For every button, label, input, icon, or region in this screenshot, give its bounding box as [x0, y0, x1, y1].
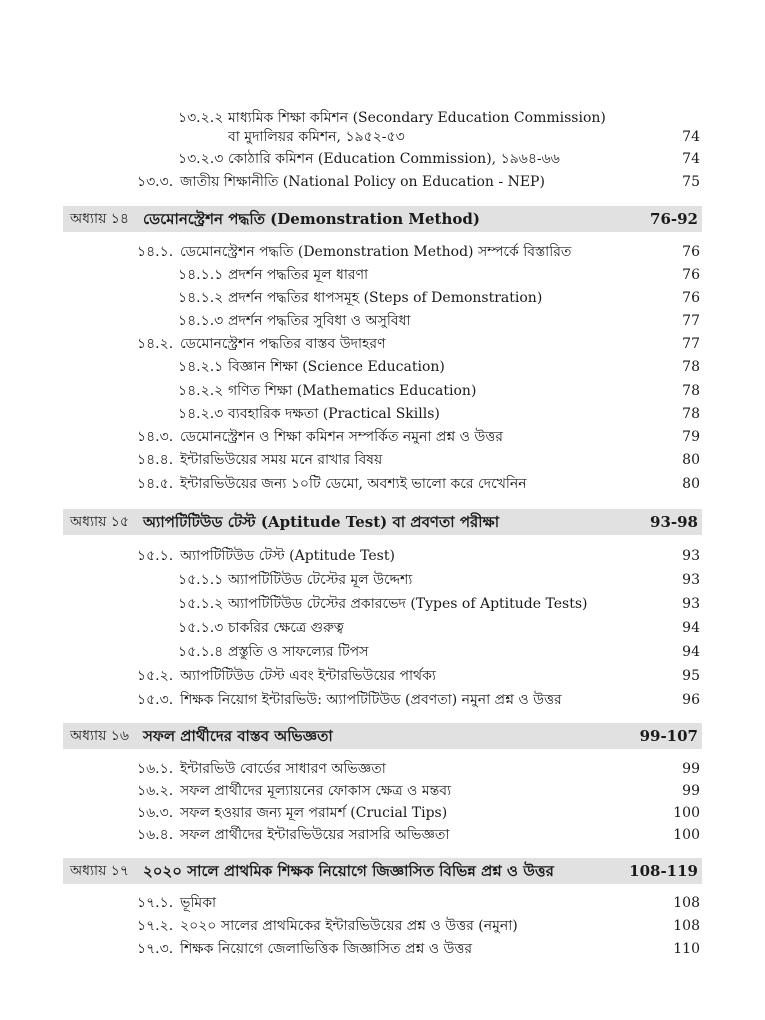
chapter-title: অ্যাপটিটিউড টেস্ট (Aptitude Test) বা প্রবণতা পরীক্ষা — [143, 513, 500, 531]
entry-title: গণিত শিক্ষা (Mathematics Education) — [228, 383, 477, 399]
entry-page: 94 — [682, 644, 700, 660]
toc-entry — [0, 545, 765, 567]
entry-page: 93 — [682, 596, 700, 612]
toc-entry — [0, 915, 765, 937]
entry-page: 99 — [682, 783, 700, 799]
toc-entry — [0, 824, 765, 846]
entry-title: ২০২০ সালের প্রাথমিকের ইন্টারভিউয়ের প্রশ্ন ও উত্তর (নমুনা) — [180, 918, 518, 934]
entry-title: ডেমোনস্ট্রেশন পদ্ধতির বাস্তব উদাহরণ — [180, 336, 386, 352]
entry-title: বা মুদালিয়র কমিশন, ১৯৫২-৫৩ — [228, 129, 405, 145]
entry-number: ১৪.১.২ — [178, 290, 224, 306]
toc-entry — [0, 241, 765, 263]
toc-entry — [0, 665, 765, 687]
entry-number: ১৪.১.৩ — [178, 313, 224, 329]
entry-page: 96 — [682, 692, 700, 708]
entry-number: ১৫.১.৩ — [178, 620, 224, 636]
entry-page: 108 — [673, 918, 700, 934]
chapter-label: অধ্যায় ১৫ — [70, 514, 129, 530]
entry-title: ভূমিকা — [180, 895, 217, 911]
entry-title: বিজ্ঞান শিক্ষা (Science Education) — [228, 359, 445, 375]
toc-entry — [0, 938, 765, 960]
entry-page: 77 — [682, 336, 700, 352]
entry-page: 80 — [682, 476, 700, 492]
toc-entry — [0, 333, 765, 355]
entry-title: কোঠারি কমিশন (Education Commission), ১৯৬৪-৬৬ — [228, 151, 560, 167]
entry-page: 100 — [673, 805, 700, 821]
entry-number: ১৫.১.২ — [178, 596, 224, 612]
entry-page: 78 — [682, 383, 700, 399]
entry-number: ১৩.২.২ — [178, 110, 224, 126]
chapter-header — [63, 206, 702, 232]
entry-number: ১৫.১.১ — [178, 572, 224, 588]
entry-title: ডেমোনস্ট্রেশন ও শিক্ষা কমিশন সম্পর্কিত নমুনা প্রশ্ন ও উত্তর — [180, 429, 503, 445]
entry-title: প্রস্তুতি ও সাফল্যের টিপস — [228, 644, 369, 660]
entry-page: 108 — [673, 895, 700, 911]
entry-title: ব্যবহারিক দক্ষতা (Practical Skills) — [228, 406, 440, 422]
entry-title: ইন্টারভিউ বোর্ডের সাধারণ অভিজ্ঞতা — [180, 761, 386, 777]
entry-title: সফল প্রার্থীদের মূল্যায়নের ফোকাস ক্ষেত্র ও মন্তব্য — [180, 783, 452, 799]
entry-title: প্রদর্শন পদ্ধতির মূল ধারণা — [228, 267, 369, 283]
chapter-header — [63, 723, 702, 749]
entry-page: 76 — [682, 244, 700, 260]
entry-title: মাধ্যমিক শিক্ষা কমিশন (Secondary Education Commission) — [228, 110, 606, 126]
entry-number: ১৬.৪. — [137, 827, 174, 843]
toc-entry — [0, 689, 765, 711]
chapter-header — [63, 858, 702, 884]
entry-page: 77 — [682, 313, 700, 329]
toc-entry — [0, 802, 765, 824]
entry-page: 93 — [682, 548, 700, 564]
entry-page: 79 — [682, 429, 700, 445]
entry-number: ১৪.১. — [137, 244, 174, 260]
entry-title: জাতীয় শিক্ষানীতি (National Policy on Education - NEP) — [180, 174, 545, 190]
entry-number: ১৫.২. — [137, 668, 174, 684]
entry-title: চাকরির ক্ষেত্রে গুরুত্ব — [228, 620, 344, 636]
chapter-page-range: 93-98 — [650, 513, 698, 531]
toc-entry — [0, 380, 765, 402]
entry-number: ১৫.১. — [137, 548, 174, 564]
toc-entry — [0, 403, 765, 425]
entry-number: ১৩.৩. — [137, 174, 174, 190]
entry-title: প্রদর্শন পদ্ধতির সুবিধা ও অসুবিধা — [228, 313, 411, 329]
entry-title: অ্যাপটিটিউড টেস্ট এবং ইন্টারভিউয়ের পার্থক্য — [180, 668, 436, 684]
entry-number: ১৫.৩. — [137, 692, 174, 708]
entry-number: ১৪.৫. — [137, 476, 174, 492]
chapter-page-range: 99-107 — [639, 727, 698, 745]
toc-entry — [0, 641, 765, 663]
entry-number: ১৪.১.১ — [178, 267, 224, 283]
toc-entry — [0, 593, 765, 615]
entry-page: 76 — [682, 267, 700, 283]
entry-number: ১৭.৩. — [137, 941, 174, 957]
entry-page: 78 — [682, 359, 700, 375]
entry-number: ১৪.২.১ — [178, 359, 224, 375]
entry-title: সফল প্রার্থীদের ইন্টারভিউয়ের সরাসরি অভিজ্ঞতা — [180, 827, 450, 843]
entry-page: 80 — [682, 452, 700, 468]
toc-entry — [0, 264, 765, 286]
entry-number: ১৬.১. — [137, 761, 174, 777]
chapter-label: অধ্যায় ১৬ — [70, 728, 129, 744]
entry-page: 95 — [682, 668, 700, 684]
chapter-title: ২০২০ সালে প্রাথমিক শিক্ষক নিয়োগে জিজ্ঞাসিত বিভিন্ন প্রশ্ন ও উত্তর — [143, 862, 554, 880]
entry-title: ডেমোনস্ট্রেশন পদ্ধতি (Demonstration Method) সম্পর্কে বিস্তারিত — [180, 244, 572, 260]
toc-entry — [0, 892, 765, 914]
entry-number: ১৪.২.২ — [178, 383, 224, 399]
entry-number: ১৭.২. — [137, 918, 174, 934]
entry-title: ইন্টারভিউয়ের জন্য ১০টি ডেমো, অবশ্যই ভালো করে দেখেনিন — [180, 476, 527, 492]
entry-page: 74 — [682, 151, 700, 167]
toc-entry — [0, 310, 765, 332]
chapter-page-range: 76-92 — [650, 210, 698, 228]
chapter-title: ডেমোনস্ট্রেশন পদ্ধতি (Demonstration Method) — [143, 210, 480, 228]
entry-number: ১৪.২.৩ — [178, 406, 224, 422]
entry-number: ১৭.১. — [137, 895, 174, 911]
chapter-label: অধ্যায় ১৪ — [70, 211, 129, 227]
entry-page: 99 — [682, 761, 700, 777]
toc-entry — [0, 126, 765, 148]
entry-page: 76 — [682, 290, 700, 306]
entry-number: ১৪.৩. — [137, 429, 174, 445]
toc-entry — [0, 171, 765, 193]
entry-title: অ্যাপটিটিউড টেস্টের প্রকারভেদ (Types of Aptitude Tests) — [228, 596, 588, 612]
toc-entry — [0, 473, 765, 495]
entry-title: সফল হওয়ার জন্য মূল পরামর্শ (Crucial Tips) — [180, 805, 448, 821]
entry-page: 78 — [682, 406, 700, 422]
entry-number: ১৫.১.৪ — [178, 644, 224, 660]
entry-title: শিক্ষক নিয়োগে জেলাভিত্তিক জিজ্ঞাসিত প্রশ্ন ও উত্তর — [180, 941, 473, 957]
entry-page: 110 — [673, 941, 700, 957]
toc-entry — [0, 780, 765, 802]
chapter-title: সফল প্রার্থীদের বাস্তব অভিজ্ঞতা — [143, 727, 333, 745]
entry-title: অ্যাপটিটিউড টেস্ট (Aptitude Test) — [180, 548, 395, 564]
toc-entry — [0, 758, 765, 780]
toc-entry — [0, 569, 765, 591]
chapter-label: অধ্যায় ১৭ — [70, 863, 129, 879]
entry-page: 100 — [673, 827, 700, 843]
entry-title: শিক্ষক নিয়োগ ইন্টারভিউ: অ্যাপটিটিউড (প্রবণতা) নমুনা প্রশ্ন ও উত্তর — [180, 692, 562, 708]
entry-title: অ্যাপটিটিউড টেস্টের মূল উদ্দেশ্য — [228, 572, 413, 588]
toc-entry — [0, 356, 765, 378]
entry-page: 93 — [682, 572, 700, 588]
toc-entry — [0, 426, 765, 448]
chapter-header — [63, 509, 702, 535]
entry-page: 75 — [682, 174, 700, 190]
toc-entry — [0, 617, 765, 639]
entry-title: প্রদর্শন পদ্ধতির ধাপসমূহ (Steps of Demonstration) — [228, 290, 543, 306]
entry-number: ১৬.৩. — [137, 805, 174, 821]
entry-page: 74 — [682, 129, 700, 145]
toc-entry — [0, 287, 765, 309]
toc-entry — [0, 148, 765, 170]
entry-number: ১৪.৪. — [137, 452, 174, 468]
chapter-page-range: 108-119 — [629, 862, 698, 880]
entry-number: ১৬.২. — [137, 783, 174, 799]
toc-entry — [0, 449, 765, 471]
entry-number: ১৪.২. — [137, 336, 174, 352]
entry-title: ইন্টারভিউয়ের সময় মনে রাখার বিষয় — [180, 452, 383, 468]
entry-number: ১৩.২.৩ — [178, 151, 224, 167]
entry-page: 94 — [682, 620, 700, 636]
